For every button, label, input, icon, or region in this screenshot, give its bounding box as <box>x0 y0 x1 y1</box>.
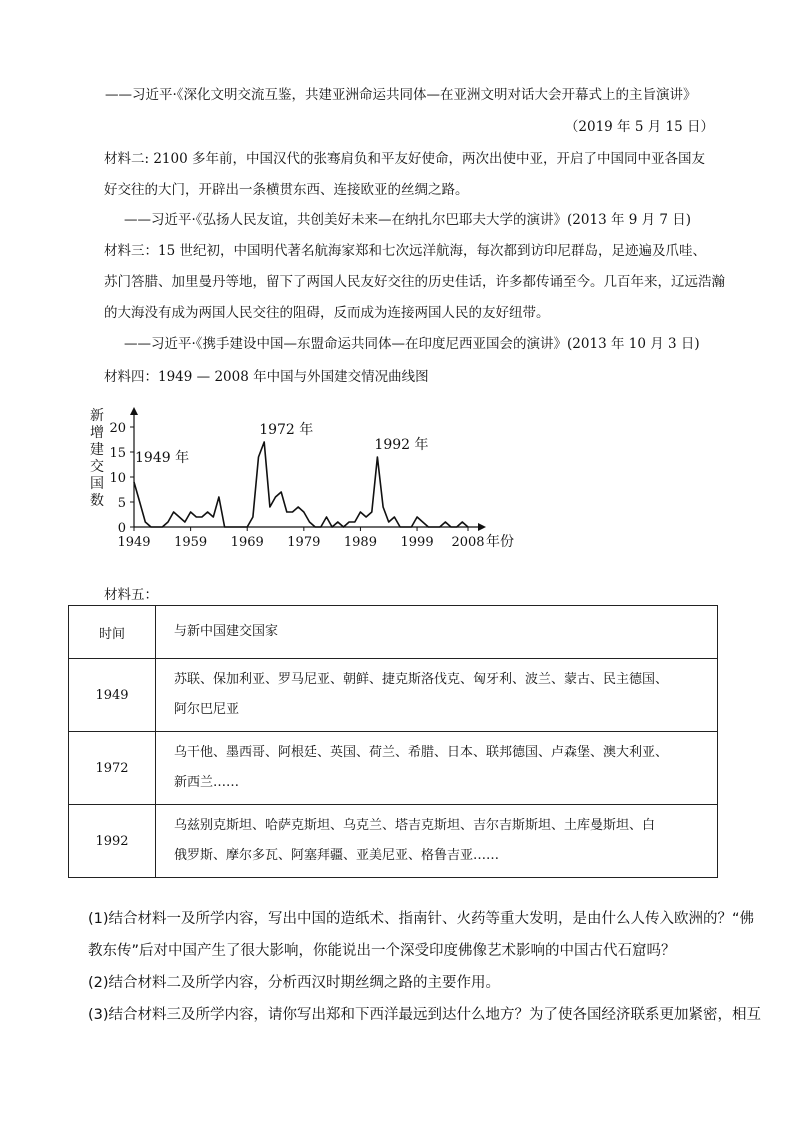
table-year-cell: 1992 <box>69 805 156 878</box>
table-countries-cell <box>156 732 718 805</box>
x-tick-label: 1959 <box>174 535 208 550</box>
table-countries-cell <box>156 805 718 878</box>
countries-text: 新西兰…… <box>174 775 240 790</box>
material3-line: 的大海没有成为两国人民交往的阻碍，反而成为连接两国人民的友好纽带。 <box>104 305 550 321</box>
table-row <box>69 659 718 732</box>
x-tick-label: 1979 <box>287 535 321 550</box>
y-tick-label: 15 <box>109 446 126 461</box>
table-year-cell: 1949 <box>69 659 156 732</box>
y-axis-label-char: 建 <box>90 442 104 458</box>
annotation-1992: 1992 年 <box>374 437 429 453</box>
material3-line: 材料三：15 世纪初，中国明代著名航海家郑和七次远洋航海，每次都到访印尼群岛，足迹遍及爪哇、 <box>104 243 706 259</box>
x-tick-label: 1999 <box>400 535 434 550</box>
material5-title: 材料五： <box>104 587 158 603</box>
x-tick-label: 1989 <box>343 535 377 550</box>
material3-line: 苏门答腊、加里曼丹等地，留下了两国人民友好交往的历史佳话，许多都传诵至今。几百年来，辽远浩瀚 <box>104 274 725 290</box>
x-tick-label: 1949 <box>117 535 151 550</box>
question-1-cont: 教东传”后对中国产生了很大影响，你能说出一个深受印度佛像艺术影响的中国古代石窟吗？ <box>88 943 676 959</box>
y-tick-label: 10 <box>109 471 126 486</box>
y-tick-label: 5 <box>117 496 126 511</box>
material4-title: 材料四：1949 — 2008 年中国与外国建交情况曲线图 <box>104 369 429 385</box>
y-axis-label-char: 交 <box>90 459 104 475</box>
y-tick-label: 20 <box>109 421 126 436</box>
material2-line: 材料二: 2100 多年前，中国汉代的张骞肩负和平友好使命，两次出使中亚，开启了中国同中亚各国友 <box>104 151 705 167</box>
x-tick-label: 2008 <box>451 535 485 550</box>
countries-text: 俄罗斯、摩尔多瓦、阿塞拜疆、亚美尼亚、格鲁吉亚…… <box>174 848 500 863</box>
y-axis-label-char: 新 <box>90 408 104 424</box>
table-header-row <box>69 606 718 659</box>
table-row <box>69 805 718 878</box>
table-row <box>69 732 718 805</box>
diplomacy-line-chart <box>85 398 515 558</box>
material2-source: ——习近平·《弘扬人民友谊，共创美好未来—在纳扎尔巴耶夫大学的演讲》(2013 年 9 月 7 日) <box>124 212 692 228</box>
y-tick-label: 0 <box>117 521 126 536</box>
material3-source: ——习近平·《携手建设中国—东盟命运共同体—在印度尼西亚国会的演讲》(2013 年 10 月 3 日) <box>124 336 700 352</box>
material1-source: ——习近平·《深化文明交流互鉴，共建亚洲命运共同体—在亚洲文明对话大会开幕式上的主旨演讲》 <box>105 87 697 103</box>
question-1: (1)结合材料一及所学内容，写出中国的造纸术、指南针、火药等重大发明，是由什么人传入欧洲的？“佛 <box>88 911 755 927</box>
y-axis-label-char: 增 <box>90 425 104 441</box>
countries-text: 阿尔巴尼亚 <box>174 702 240 717</box>
annotation-1972: 1972 年 <box>259 422 314 438</box>
countries-text: 乌干他、墨西哥、阿根廷、英国、荷兰、希腊、日本、联邦德国、卢森堡、澳大利亚、 <box>174 745 669 760</box>
question-2: (2)结合材料二及所学内容，分析西汉时期丝绸之路的主要作用。 <box>88 975 501 991</box>
countries-text: 乌兹别克斯坦、哈萨克斯坦、乌克兰、塔吉克斯坦、吉尔吉斯斯坦、土库曼斯坦、白 <box>174 818 656 833</box>
annotation-1949: 1949 年 <box>135 450 190 466</box>
question-3: (3)结合材料三及所学内容，请你写出郑和下西洋最远到达什么地方？为了使各国经济联系更加紧密，相互 <box>88 1007 762 1023</box>
material2-line: 好交往的大门，开辟出一条横贯东西、连接欧亚的丝绸之路。 <box>104 182 469 198</box>
countries-text: 苏联、保加利亚、罗马尼亚、朝鲜、捷克斯洛伐克、匈牙利、波兰、蒙古、民主德国、 <box>174 672 669 687</box>
material1-date: （2019 年 5 月 15 日） <box>564 119 714 135</box>
x-axis-label: 年份 <box>486 534 514 550</box>
y-axis-arrow <box>130 407 138 415</box>
diplomacy-table <box>68 605 718 878</box>
y-axis-label-char: 国 <box>90 476 104 492</box>
x-axis-arrow <box>478 523 486 531</box>
y-axis-label-char: 数 <box>90 493 104 509</box>
table-header-cell: 时间 <box>69 606 156 659</box>
x-tick-label: 1969 <box>230 535 264 550</box>
table-countries-cell <box>156 659 718 732</box>
table-year-cell: 1972 <box>69 732 156 805</box>
table-header-cell: 与新中国建交国家 <box>156 606 718 659</box>
